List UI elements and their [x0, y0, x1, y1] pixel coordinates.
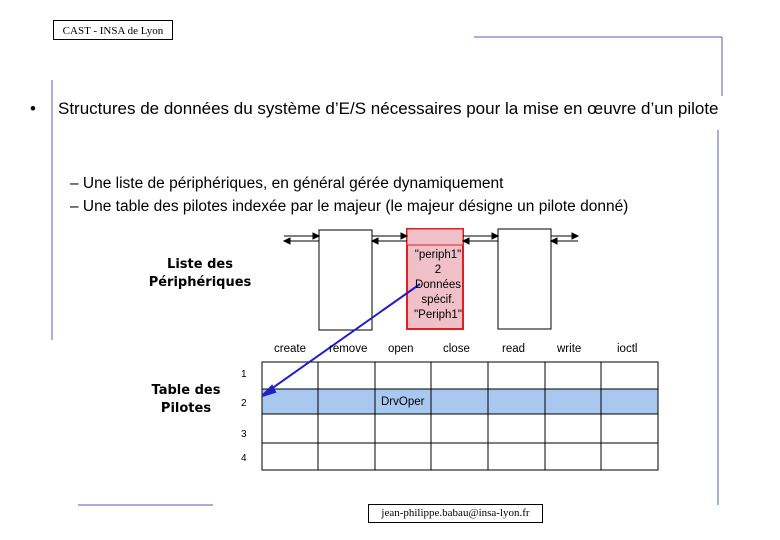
column-open: open: [388, 343, 414, 355]
device-box-periph1-header: [407, 229, 463, 245]
column-write: write: [557, 343, 582, 355]
row-index-1: 1: [241, 369, 247, 380]
row-index-3: 3: [241, 429, 247, 440]
periph1-name: "periph1": [414, 249, 462, 261]
footer-email: jean-philippe.babau@insa-lyon.fr: [368, 504, 543, 523]
cell-drvoper: DrvOper: [381, 396, 425, 408]
periph1-major: 2: [434, 264, 442, 276]
devices-label-line1: Liste des: [167, 257, 233, 272]
column-read: read: [502, 343, 526, 355]
row-index-4: 4: [241, 453, 247, 464]
driver-table-grid: [262, 362, 658, 470]
row-index-2: 2: [241, 398, 247, 409]
device-box-3: [498, 229, 551, 329]
column-remove: remove: [329, 343, 368, 355]
header-title: CAST - INSA de Lyon: [53, 20, 173, 40]
devices-label-line2: Périphériques: [148, 275, 252, 290]
column-close: close: [443, 343, 470, 355]
driver-table-highlight-row: [262, 389, 658, 414]
column-ioctl: ioctl: [617, 343, 638, 355]
sub-item-1: – Une liste de périphériques, en général gérée dynamiquement: [70, 175, 504, 192]
periph1-content: [405, 248, 471, 323]
drivers-label-line2: Pilotes: [160, 401, 212, 416]
device-box-1: [319, 230, 372, 330]
drivers-label-line1: Table des: [151, 383, 221, 398]
periph1-data: Données: [414, 279, 462, 291]
sub-item-2: – Une table des pilotes indexée par le majeur (le majeur désigne un pilote donné): [70, 198, 629, 215]
periph1-specific: spécif.: [421, 294, 455, 306]
devices-label: [140, 256, 260, 292]
column-create: create: [274, 343, 306, 355]
drivers-label: [140, 382, 232, 418]
bullet-text: Structures de données du système d’E/S nécessaires pour la mise en œuvre d’un pilote: [58, 99, 719, 118]
bullet-symbol: •: [30, 99, 36, 118]
periph1-label: "Periph1": [414, 309, 462, 321]
